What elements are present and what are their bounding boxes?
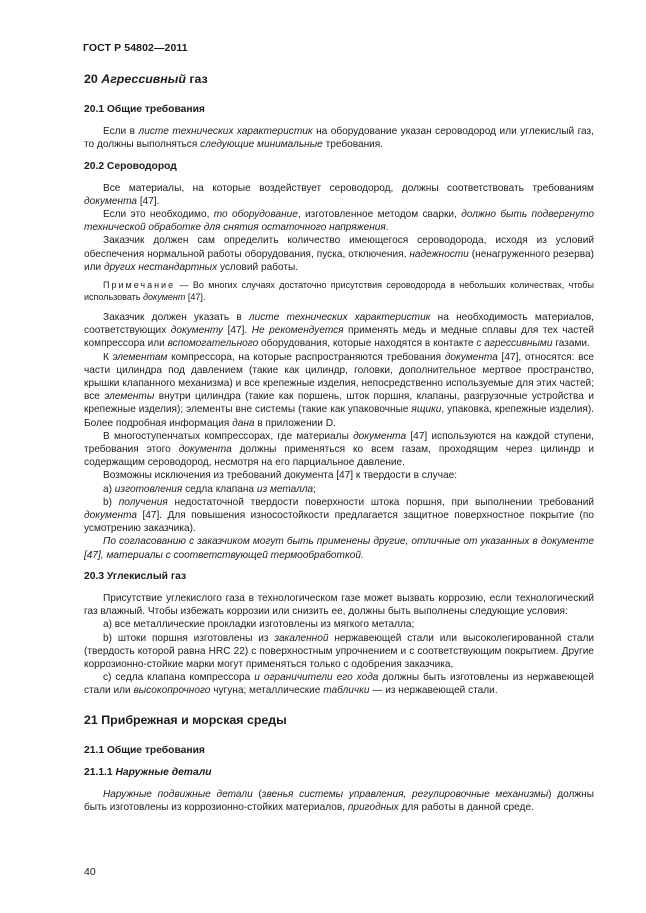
paragraph-external-parts: Наружные подвижные детали (звенья системы управления, регулировочные механизмы) должны быть изготовлены из коррозионно-стойких материалов, пригодных для работы в данной среде. [84, 788, 595, 813]
section-20-3-heading: 20.3 Углекислый газ [84, 570, 187, 582]
page-number: 40 [84, 866, 96, 878]
section-20-heading-italic: Агрессивный [101, 72, 186, 87]
section-21-1-heading: 21.1 Общие требования [84, 744, 205, 756]
paragraph-agreement: По согласованию с заказчиком могут быть применены другие, отличные от указанных в документе [47], материалы с соответствующей термообработкой. [84, 536, 594, 561]
note-label: Примечание [103, 280, 176, 291]
co2-item-b: b) штоки поршня изготовлены из закаленной нержавеющей стали или высоколегированной стали (твердость которой равна HRC 22) с поверхностным упрочнением и с соответствующим покрытием. Другие коррозионно-стойкие марки могут применяться только с одобрения заказчика, [84, 632, 594, 670]
section-21-heading: 21 Прибрежная и морская среды [84, 712, 287, 727]
section-21-1-1-heading: 21.1.1 Наружные детали [84, 766, 212, 778]
paragraph-elements: К элементам компрессора, на которые распространяются требования документа [47], относятся: все части цилиндра под давлением (такие как цилиндр, головки, дополнительное мертвое пространство, крышки клапанного механизма) и все крепежные изделия, непосредственно используемые для этих частей; все элементы внутри цилиндра (такие как поршень, шток поршня, клапаны, разгрузочные устройства и крепежные изделия); элементы вне системы (такие как упаковочные ящики, упаковка, крепежные изделия). Более подробная информация дана в приложении D. [84, 351, 595, 429]
note-paragraph: Примечание — Во многих случаях достаточно присутствия сероводорода в небольших количествах, чтобы использовать документ [47]. [84, 280, 594, 303]
paragraph-customer-quantity: Заказчик должен сам определить количество имеющегося сероводорода, исходя из условий обеспечения нормальной работы оборудования, пуска, отключения, надежности (ненагруженного резерва) или других нестандартных условий работы. [84, 235, 594, 273]
paragraph-exceptions: Возможны исключения из требований документа [47] к твердости в случае: [103, 470, 458, 482]
section-20-2-heading: 20.2 Сероводород [84, 160, 177, 172]
section-20-1-heading: 20.1 Общие требования [84, 104, 205, 116]
paragraph-materials: Все материалы, на которые воздействует сероводород, должны соответствовать требованиям документа [47]. [84, 182, 594, 207]
document-header: ГОСТ Р 54802—2011 [83, 42, 188, 54]
section-20-1-paragraph: Если в листе технических характеристик на оборудование указан сероводород или углекислый газ, то должны выполняться следующие минимальные требования. [84, 126, 594, 151]
paragraph-customer-specify: Заказчик должен указать в листе технических характеристик на необходимость материалов, соответствующих документу [47]. Не рекомендуется применять медь и медные сплавы для тех частей компрессора или вспомогательного оборудования, которые находятся в контакте с агрессивными газами. [84, 312, 595, 350]
paragraph-welding: Если это необходимо, то оборудование, изготовленное методом сварки, должно быть подвергнуто технической обработке для снятия остаточного напряжения. [84, 209, 595, 234]
list-item-b: b) получения недостаточной твердости поверхности штока поршня, при выполнении требований документа [47]. Для повышения износостойкости предлагается защитное поверхностное покрытие (по усмотрению заказчика). [84, 496, 595, 535]
section-20-heading [84, 72, 594, 87]
section-20-number: 20 [84, 72, 98, 87]
list-item-a: а) изготовления седла клапана из металла; [103, 483, 316, 495]
section-20-heading-rest: газ [185, 72, 208, 87]
co2-item-a: а) все металлические прокладки изготовлены из мягкого металла; [103, 619, 415, 631]
co2-item-c: с) седла клапана компрессора и ограничители его хода должны быть изготовлены из нержавеющей стали или высокопрочного чугуна; металлические таблички — из нержавеющей стали. [84, 672, 594, 697]
paragraph-multistage: В многоступенчатых компрессорах, где материалы документа [47] используются на каждой ступени, требования этого документа должны применяться ко всем газам, проходящим через цилиндр и содержащим сероводород, несмотря на его парциальное давление. [84, 430, 594, 469]
paragraph-co2: Присутствие углекислого газа в технологическом газе может вызвать коррозию, если технологический газ влажный. Чтобы избежать коррозии или снизить ее, должны быть выполнены следующие условия: [84, 592, 594, 618]
